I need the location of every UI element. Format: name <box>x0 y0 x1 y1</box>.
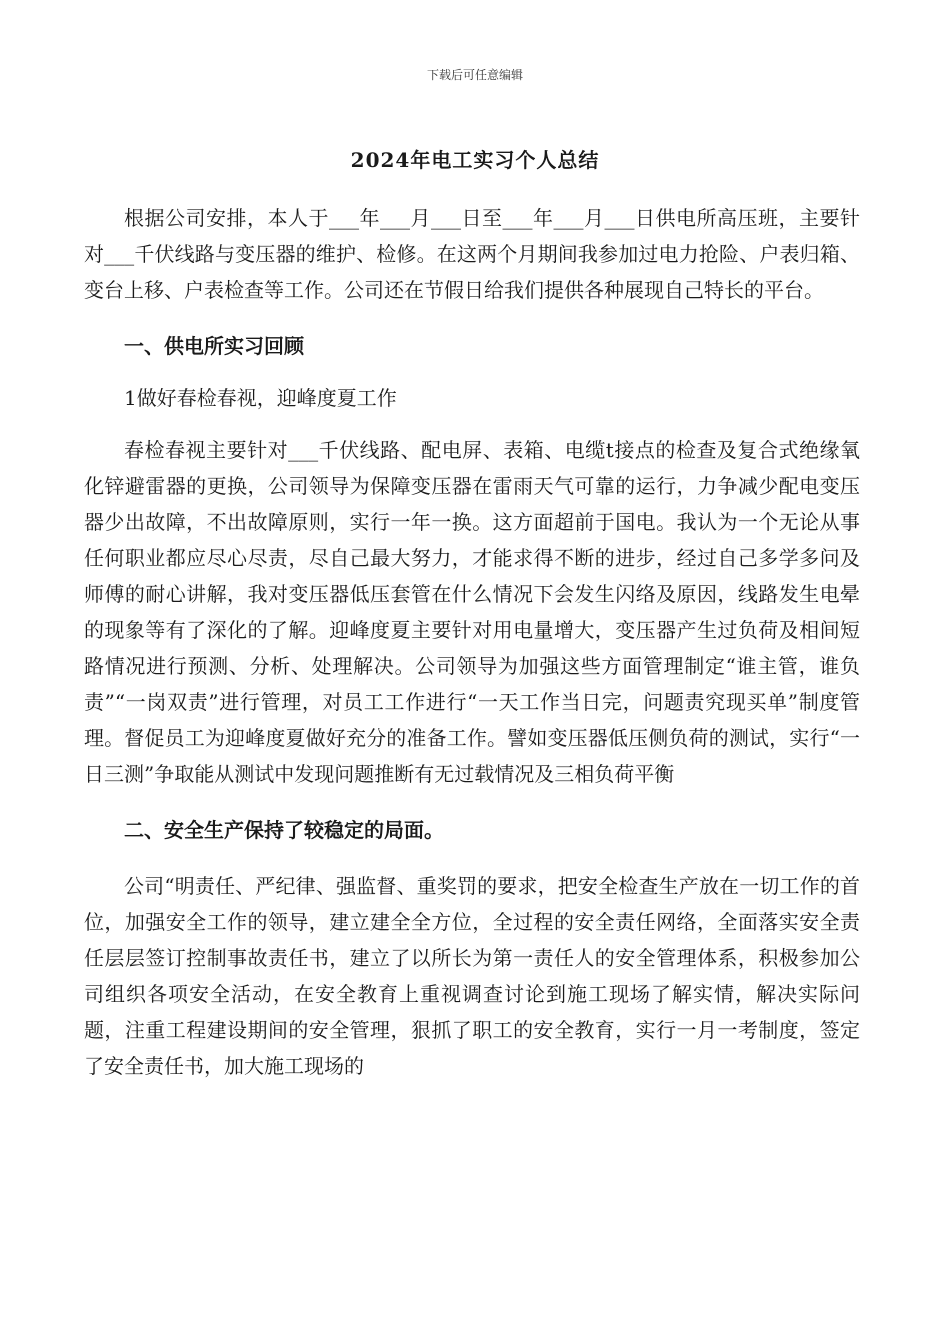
document-body <box>84 200 860 1084</box>
section2-heading: 二、安全生产保持了较稳定的局面。 <box>124 818 444 842</box>
header-note: 下载后可任意编辑 <box>426 68 523 82</box>
intro-paragraph: 根据公司安排，本人于___年___月___日至___年___月___日供电所高压班，主要针对___千伏线路与变压器的维护、检修。在这两个月期间我参加过电力抢险、户表归箱、变台上移、户表检查等工作。公司还在节假日给我们提供各种展现自己特长的平台。 <box>84 206 860 302</box>
section1-paragraph: 春检春视主要针对___千伏线路、配电屏、表箱、电缆t接点的检查及复合式绝缘氧化锌避雷器的更换，公司领导为保障变压器在雷雨天气可靠的运行，力争减少配电变压器少出故障，不出故障原则，实行一年一换。这方面超前于国电。我认为一个无论从事任何职业都应尽心尽责，尽自己最大努力，才能求得不断的进步，经过自己多学多问及师傅的耐心讲解，我对变压器低压套管在什么情况下会发生闪络及原因，线路发生电晕的现象等有了深化的了解。迎峰度夏主要针对用电量增大，变压器产生过负荷及相间短路情况进行预测、分析、处理解决。公司领导为加强这些方面管理制定“谁主管，谁负责”“一岗双责”进行管理，对员工工作进行“一天工作当日完，问题责究现买单”制度管理。督促员工为迎峰度夏做好充分的准备工作。譬如变压器低压侧负荷的测试，实行“一日三测”争取能从测试中发现问题推断有无过载情况及三相负荷平衡 <box>84 438 860 786</box>
document-title: 2024年电工实习个人总结 <box>350 148 600 172</box>
section1-heading: 一、供电所实习回顾 <box>124 334 304 358</box>
subsection1-heading: 1做好春检春视，迎峰度夏工作 <box>124 386 397 410</box>
section2-paragraph: 公司“明责任、严纪律、强监督、重奖罚的要求，把安全检查生产放在一切工作的首位，加强安全工作的领导，建立建全全方位，全过程的安全责任网络，全面落实安全责任层层签订控制事故责任书，建立了以所长为第一责任人的安全管理体系，积极参加公司组织各项安全活动，在安全教育上重视调查讨论到施工现场了解实情，解决实际问题，注重工程建设期间的安全管理，狠抓了职工的安全教育，实行一月一考制度，签定了安全责任书，加大施工现场的 <box>84 874 860 1078</box>
